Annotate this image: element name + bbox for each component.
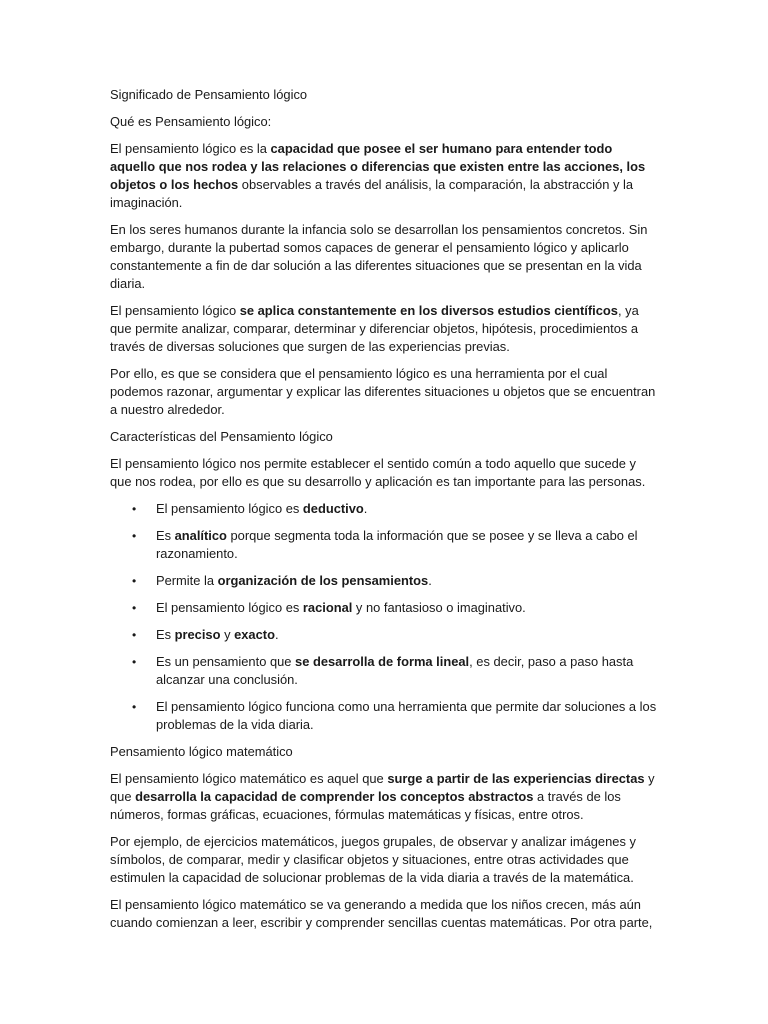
bullet-icon: • — [132, 574, 137, 588]
bullet-icon: • — [132, 700, 137, 714]
list-item-text — [156, 600, 526, 615]
list-item-text — [156, 627, 279, 642]
document-page — [110, 86, 658, 941]
list-item — [110, 626, 658, 644]
bullet-icon: • — [132, 655, 137, 669]
bullet-icon: • — [132, 529, 137, 543]
list-item — [110, 698, 658, 734]
text-run: El pensamiento lógico es la — [110, 141, 271, 156]
text-run: Permite la — [156, 573, 218, 588]
bullet-icon: • — [132, 502, 137, 516]
text-run: , es decir, paso a paso hasta alcanzar una conclusión. — [156, 654, 634, 687]
list-item-text — [156, 654, 633, 687]
bold-text-run: deductivo — [302, 501, 364, 516]
text-run: Es un pensamiento que — [156, 654, 296, 669]
paragraph-herramienta — [110, 365, 658, 419]
paragraph-sentido-comun — [110, 455, 658, 491]
bold-text-run: desarrolla la capacidad de comprender los conceptos abstractos — [135, 789, 534, 804]
list-item-text — [156, 528, 638, 561]
text-run: . — [428, 573, 432, 588]
section-heading-caracteristicas: Características del Pensamiento lógico — [110, 429, 333, 444]
text-run: El pensamiento lógico nos permite establecer el sentido común a todo aquello que sucede y que nos rodea, por ello es que su desarrollo y aplicación es tan importante para las personas. — [110, 456, 646, 489]
paragraph-estudios-cientificos — [110, 302, 658, 356]
list-item — [110, 527, 658, 563]
bold-text-run: analítico — [174, 528, 227, 543]
bold-text-run: se aplica constantemente en los diversos estudios científicos — [239, 303, 618, 318]
text-run: Por ello, es que se considera que el pensamiento lógico es una herramienta por el cual podemos razonar, argumentar y explicar las diferentes situaciones u objetos que se encuentran a nuestro alrededor. — [110, 366, 656, 417]
text-run: Por ejemplo, de ejercicios matemáticos, juegos grupales, de observar y analizar imágenes y símbolos, de comparar, medir y clasificar objetos y situaciones, entre otras actividades que estimulen la capacidad de solucionar problemas de la vida diaria a través de la matemática. — [110, 834, 636, 885]
bold-text-run: racional — [302, 600, 353, 615]
document-title: Significado de Pensamiento lógico — [110, 87, 308, 102]
text-run: En los seres humanos durante la infancia solo se desarrollan los pensamientos concretos. Sin embargo, durante la pubertad somos capaces de generar el pensamiento lógico y aplicarlo constantemente a fin de dar solución a las diferentes situaciones que se presentan en la vida diaria. — [110, 222, 648, 291]
paragraph-ejemplo — [110, 833, 658, 887]
text-run: y no fantasioso o imaginativo. — [352, 600, 526, 615]
list-item — [110, 599, 658, 617]
text-run: y que — [110, 771, 655, 804]
text-run: . — [274, 627, 279, 642]
bold-text-run: organización de los pensamientos — [217, 573, 429, 588]
section-heading-que-es: Qué es Pensamiento lógico: — [110, 114, 272, 129]
text-run: y — [220, 627, 235, 642]
section-heading-matematico: Pensamiento lógico matemático — [110, 744, 293, 759]
text-run: El pensamiento lógico matemático es aquel que — [110, 771, 388, 786]
list-item — [110, 572, 658, 590]
bold-text-run: se desarrolla de forma lineal — [295, 654, 470, 669]
list-item-text — [156, 699, 656, 732]
paragraph-ninos — [110, 896, 658, 932]
list-item-text — [156, 573, 432, 588]
paragraph-infancia — [110, 221, 658, 293]
list-item — [110, 500, 658, 518]
text-run: porque segmenta toda la información que se posee y se lleva a cabo el razonamiento. — [156, 528, 638, 561]
list-item-text — [156, 501, 367, 516]
bold-text-run: exacto — [234, 627, 275, 642]
bullet-icon: • — [132, 628, 137, 642]
paragraph-matematico — [110, 770, 658, 824]
text-run: , ya que permite analizar, comparar, determinar y diferenciar objetos, hipótesis, procedimientos a través de diversas soluciones que surgen de las experiencias previas. — [110, 303, 639, 354]
bold-text-run: preciso — [174, 627, 221, 642]
text-run: . — [363, 501, 368, 516]
bullet-icon: • — [132, 601, 137, 615]
paragraph-definition — [110, 140, 658, 212]
text-run: a través de los números, formas gráficas, ecuaciones, fórmulas matemáticas y físicas, entre otros. — [110, 789, 621, 822]
bold-text-run: capacidad que posee el ser humano para entender todo aquello que nos rodea y las relaciones o diferencias que existen entre las acciones, los objetos o los hechos — [110, 141, 646, 192]
text-run: El pensamiento lógico — [110, 303, 240, 318]
text-run: Es — [156, 627, 175, 642]
text-run: El pensamiento lógico matemático se va generando a medida que los niños crecen, más aún cuando comienzan a leer, escribir y comprender sencillas cuentas matemáticas. Por otra parte, — [110, 897, 653, 930]
text-run: observables a través del análisis, la comparación, la abstracción y la imaginación. — [110, 177, 634, 210]
text-run: El pensamiento lógico es — [156, 600, 303, 615]
characteristics-list — [110, 500, 658, 734]
text-run: El pensamiento lógico funciona como una herramienta que permite dar soluciones a los problemas de la vida diaria. — [156, 699, 657, 732]
bold-text-run: surge a partir de las experiencias directas — [387, 771, 645, 786]
list-item — [110, 653, 658, 689]
text-run: Es — [156, 528, 175, 543]
text-run: El pensamiento lógico es — [156, 501, 303, 516]
